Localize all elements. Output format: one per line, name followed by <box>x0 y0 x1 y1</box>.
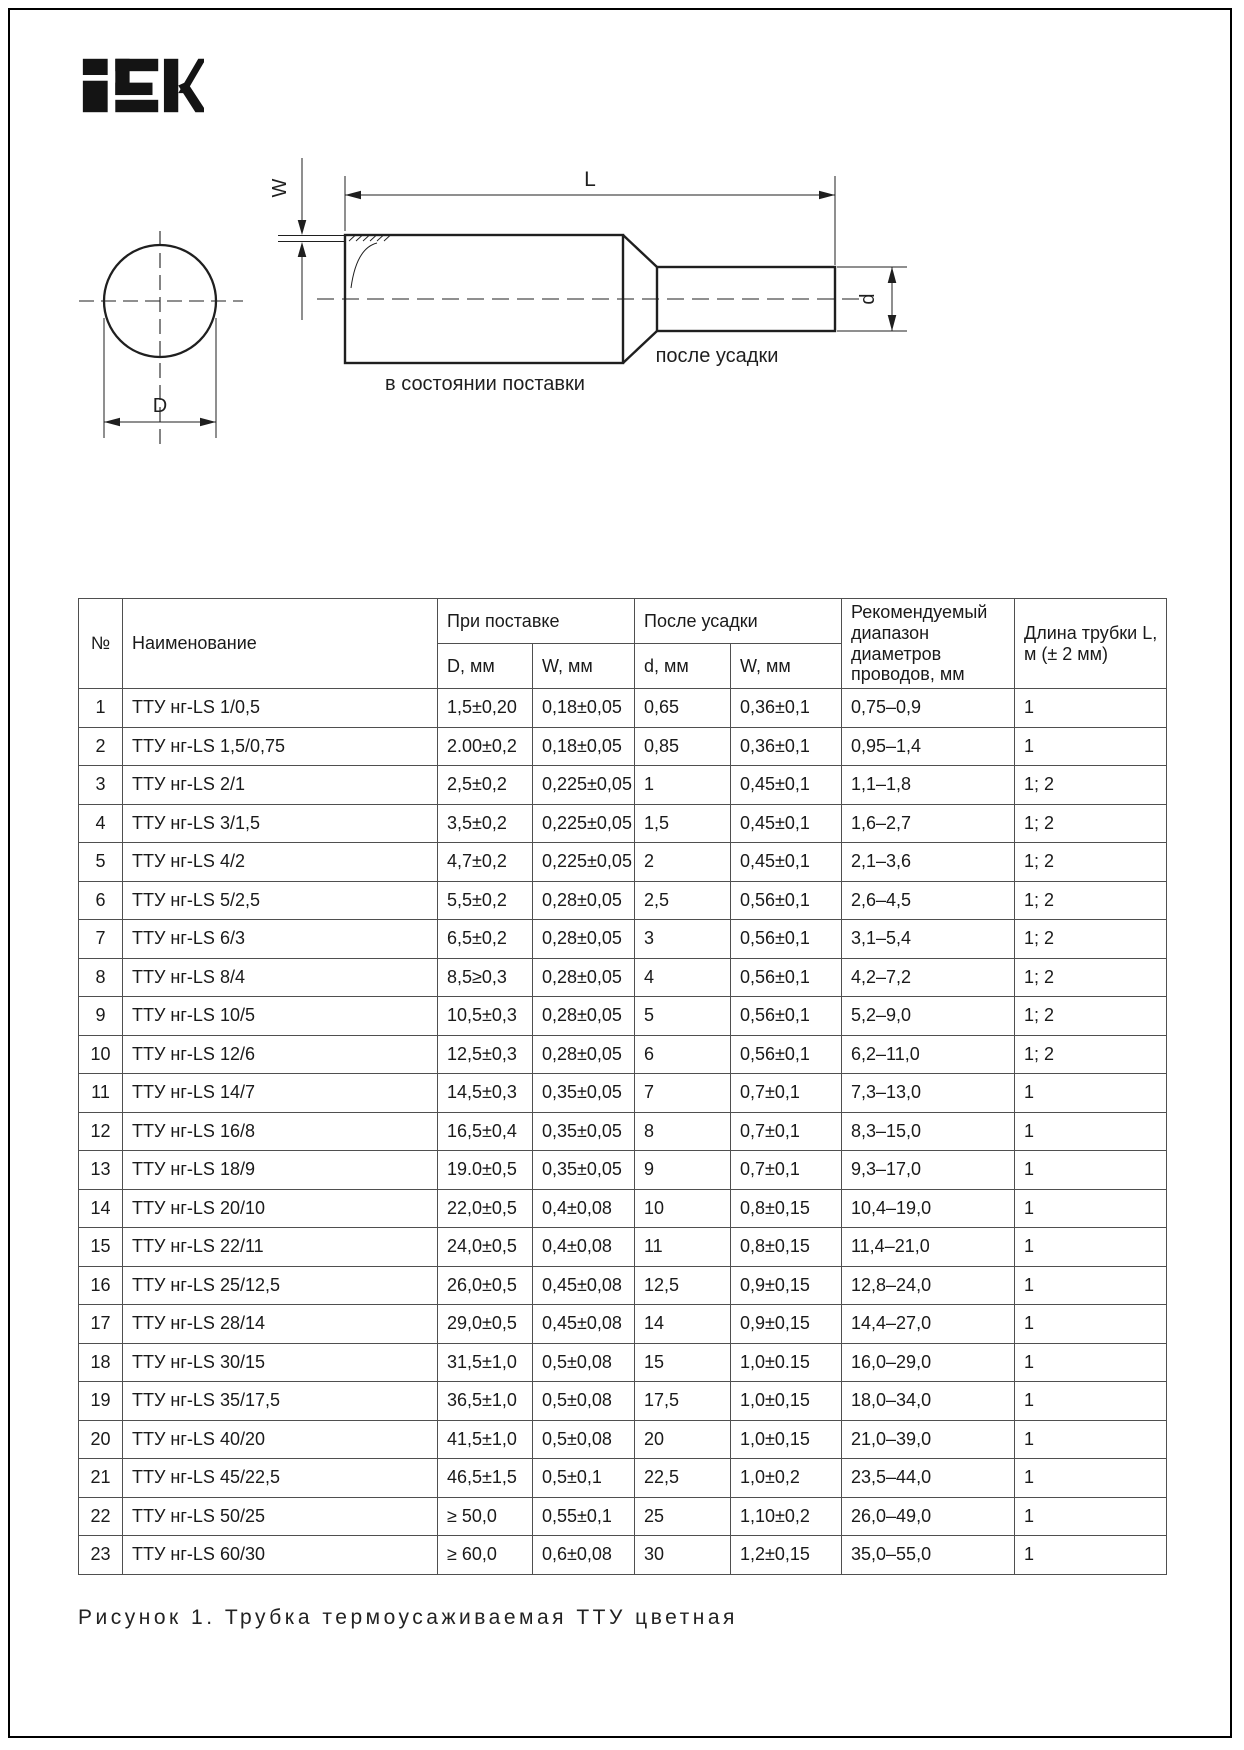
iek-logo-icon <box>80 57 204 114</box>
cell-num: 6 <box>79 881 123 920</box>
cell-num: 12 <box>79 1112 123 1151</box>
cell-d-supply: 3,5±0,2 <box>438 804 533 843</box>
cell-d-supply: 22,0±0,5 <box>438 1189 533 1228</box>
cell-w-after: 0,7±0,1 <box>731 1112 842 1151</box>
table-row <box>79 881 1167 920</box>
spec-table <box>78 598 1167 1575</box>
cell-wire-range: 2,6–4,5 <box>842 881 1015 920</box>
cell-wire-range: 7,3–13,0 <box>842 1074 1015 1113</box>
cell-name: ТТУ нг-LS 45/22,5 <box>123 1459 438 1498</box>
iek-logo <box>80 57 204 119</box>
label-W: W <box>269 178 291 198</box>
cell-num: 10 <box>79 1035 123 1074</box>
cell-d-after: 4 <box>635 958 731 997</box>
cell-w-supply: 0,4±0,08 <box>533 1189 635 1228</box>
table-row <box>79 1151 1167 1190</box>
cell-w-after: 0,56±0,1 <box>731 1035 842 1074</box>
cell-w-after: 0,56±0,1 <box>731 881 842 920</box>
cell-num: 3 <box>79 766 123 805</box>
cell-name: ТТУ нг-LS 6/3 <box>123 920 438 959</box>
cell-name: ТТУ нг-LS 16/8 <box>123 1112 438 1151</box>
cell-num: 17 <box>79 1305 123 1344</box>
cell-name: ТТУ нг-LS 1/0,5 <box>123 689 438 728</box>
cell-num: 5 <box>79 843 123 882</box>
cell-tube-length: 1 <box>1015 1459 1167 1498</box>
cell-d-supply: 36,5±1,0 <box>438 1382 533 1421</box>
header-name: Наименование <box>123 599 438 689</box>
cell-d-supply: 16,5±0,4 <box>438 1112 533 1151</box>
cell-d-supply: 14,5±0,3 <box>438 1074 533 1113</box>
cell-wire-range: 1,1–1,8 <box>842 766 1015 805</box>
cell-tube-length: 1; 2 <box>1015 958 1167 997</box>
cell-d-supply: ≥ 50,0 <box>438 1497 533 1536</box>
cell-w-supply: 0,18±0,05 <box>533 689 635 728</box>
table-row <box>79 727 1167 766</box>
cell-d-supply: 8,5≥0,3 <box>438 958 533 997</box>
cell-tube-length: 1; 2 <box>1015 804 1167 843</box>
cell-name: ТТУ нг-LS 40/20 <box>123 1420 438 1459</box>
cell-w-after: 1,10±0,2 <box>731 1497 842 1536</box>
cell-w-supply: 0,4±0,08 <box>533 1228 635 1267</box>
cell-tube-length: 1; 2 <box>1015 766 1167 805</box>
cell-w-supply: 0,18±0,05 <box>533 727 635 766</box>
cell-w-after: 1,0±0.15 <box>731 1343 842 1382</box>
cell-wire-range: 21,0–39,0 <box>842 1420 1015 1459</box>
cell-tube-length: 1 <box>1015 1343 1167 1382</box>
cell-d-supply: 24,0±0,5 <box>438 1228 533 1267</box>
table-row <box>79 804 1167 843</box>
cell-wire-range: 9,3–17,0 <box>842 1151 1015 1190</box>
cell-tube-length: 1 <box>1015 689 1167 728</box>
label-after-shrink: после усадки <box>655 345 779 367</box>
cell-wire-range: 14,4–27,0 <box>842 1305 1015 1344</box>
cell-w-supply: 0,28±0,05 <box>533 920 635 959</box>
header-after-group: После усадки <box>635 599 842 644</box>
cell-d-supply: ≥ 60,0 <box>438 1536 533 1575</box>
cell-tube-length: 1 <box>1015 1536 1167 1575</box>
cell-num: 21 <box>79 1459 123 1498</box>
cell-w-after: 0,7±0,1 <box>731 1074 842 1113</box>
cell-w-supply: 0,28±0,05 <box>533 958 635 997</box>
label-L: L <box>584 168 596 191</box>
cell-w-supply: 0,28±0,05 <box>533 997 635 1036</box>
cell-w-supply: 0,45±0,08 <box>533 1305 635 1344</box>
cell-w-after: 0,9±0,15 <box>731 1266 842 1305</box>
cell-w-after: 0,8±0,15 <box>731 1228 842 1267</box>
cell-name: ТТУ нг-LS 30/15 <box>123 1343 438 1382</box>
table-row <box>79 1112 1167 1151</box>
cell-wire-range: 11,4–21,0 <box>842 1228 1015 1267</box>
cell-d-after: 2,5 <box>635 881 731 920</box>
table-row <box>79 689 1167 728</box>
cell-w-supply: 0,5±0,1 <box>533 1459 635 1498</box>
cell-d-after: 20 <box>635 1420 731 1459</box>
header-num: № <box>79 599 123 689</box>
cell-num: 20 <box>79 1420 123 1459</box>
cell-w-after: 0,45±0,1 <box>731 843 842 882</box>
header-w-after: W, мм <box>731 644 842 689</box>
cell-num: 15 <box>79 1228 123 1267</box>
cell-d-after: 17,5 <box>635 1382 731 1421</box>
cell-wire-range: 2,1–3,6 <box>842 843 1015 882</box>
cell-d-supply: 10,5±0,3 <box>438 997 533 1036</box>
cell-name: ТТУ нг-LS 2/1 <box>123 766 438 805</box>
cell-tube-length: 1 <box>1015 1112 1167 1151</box>
cell-d-after: 10 <box>635 1189 731 1228</box>
cell-name: ТТУ нг-LS 18/9 <box>123 1151 438 1190</box>
cell-w-supply: 0,5±0,08 <box>533 1382 635 1421</box>
cell-d-after: 11 <box>635 1228 731 1267</box>
label-D: D <box>152 395 168 417</box>
table-row <box>79 1074 1167 1113</box>
cell-name: ТТУ нг-LS 8/4 <box>123 958 438 997</box>
cell-w-supply: 0,28±0,05 <box>533 881 635 920</box>
cell-name: ТТУ нг-LS 10/5 <box>123 997 438 1036</box>
cell-d-after: 6 <box>635 1035 731 1074</box>
cell-d-after: 1,5 <box>635 804 731 843</box>
cell-d-supply: 1,5±0,20 <box>438 689 533 728</box>
cell-num: 13 <box>79 1151 123 1190</box>
spec-table-header <box>79 599 1167 689</box>
header-tube-length: Длина трубки L, м (± 2 мм) <box>1015 599 1167 689</box>
cell-d-supply: 2,5±0,2 <box>438 766 533 805</box>
cell-w-supply: 0,225±0,05 <box>533 804 635 843</box>
cell-d-supply: 5,5±0,2 <box>438 881 533 920</box>
cell-w-supply: 0,225±0,05 <box>533 843 635 882</box>
cell-name: ТТУ нг-LS 3/1,5 <box>123 804 438 843</box>
cell-wire-range: 5,2–9,0 <box>842 997 1015 1036</box>
cell-d-after: 0,85 <box>635 727 731 766</box>
table-row <box>79 1228 1167 1267</box>
cell-w-supply: 0,5±0,08 <box>533 1420 635 1459</box>
cell-name: ТТУ нг-LS 50/25 <box>123 1497 438 1536</box>
table-row <box>79 1189 1167 1228</box>
cell-w-supply: 0,225±0,05 <box>533 766 635 805</box>
cell-w-after: 1,0±0,2 <box>731 1459 842 1498</box>
cell-d-after: 15 <box>635 1343 731 1382</box>
cell-name: ТТУ нг-LS 1,5/0,75 <box>123 727 438 766</box>
tube-diagram <box>65 148 945 466</box>
cell-w-supply: 0,45±0,08 <box>533 1266 635 1305</box>
cell-num: 1 <box>79 689 123 728</box>
table-row <box>79 958 1167 997</box>
cell-wire-range: 1,6–2,7 <box>842 804 1015 843</box>
cell-tube-length: 1 <box>1015 1266 1167 1305</box>
cell-w-supply: 0,55±0,1 <box>533 1497 635 1536</box>
figure-caption: Рисунок 1. Трубка термоусаживаемая ТТУ цветная <box>78 1606 738 1629</box>
cell-d-after: 3 <box>635 920 731 959</box>
cell-d-supply: 19.0±0,5 <box>438 1151 533 1190</box>
cell-w-after: 0,7±0,1 <box>731 1151 842 1190</box>
cell-d-after: 2 <box>635 843 731 882</box>
cell-w-supply: 0,5±0,08 <box>533 1343 635 1382</box>
cell-w-after: 1,0±0,15 <box>731 1382 842 1421</box>
cell-w-after: 0,56±0,1 <box>731 997 842 1036</box>
cell-wire-range: 12,8–24,0 <box>842 1266 1015 1305</box>
header-wire-range: Рекомендуемый диапазон диаметров проводов, мм <box>842 599 1015 689</box>
spec-table-body <box>79 689 1167 1575</box>
cell-wire-range: 0,95–1,4 <box>842 727 1015 766</box>
cell-tube-length: 1; 2 <box>1015 881 1167 920</box>
cell-name: ТТУ нг-LS 28/14 <box>123 1305 438 1344</box>
cell-w-supply: 0,28±0,05 <box>533 1035 635 1074</box>
cell-tube-length: 1 <box>1015 1189 1167 1228</box>
cell-d-after: 5 <box>635 997 731 1036</box>
table-row <box>79 1382 1167 1421</box>
cell-name: ТТУ нг-LS 14/7 <box>123 1074 438 1113</box>
table-row <box>79 766 1167 805</box>
cell-wire-range: 26,0–49,0 <box>842 1497 1015 1536</box>
cell-wire-range: 10,4–19,0 <box>842 1189 1015 1228</box>
cell-d-supply: 2.00±0,2 <box>438 727 533 766</box>
cell-num: 7 <box>79 920 123 959</box>
cell-w-supply: 0,35±0,05 <box>533 1112 635 1151</box>
cell-w-supply: 0,6±0,08 <box>533 1536 635 1575</box>
cell-tube-length: 1 <box>1015 1305 1167 1344</box>
table-row <box>79 1420 1167 1459</box>
cell-d-after: 22,5 <box>635 1459 731 1498</box>
cell-tube-length: 1; 2 <box>1015 1035 1167 1074</box>
cell-name: ТТУ нг-LS 12/6 <box>123 1035 438 1074</box>
cell-wire-range: 23,5–44,0 <box>842 1459 1015 1498</box>
cell-wire-range: 18,0–34,0 <box>842 1382 1015 1421</box>
cell-d-supply: 46,5±1,5 <box>438 1459 533 1498</box>
cell-num: 9 <box>79 997 123 1036</box>
table-row <box>79 1497 1167 1536</box>
cell-d-supply: 4,7±0,2 <box>438 843 533 882</box>
cell-w-after: 0,45±0,1 <box>731 804 842 843</box>
cell-d-supply: 29,0±0,5 <box>438 1305 533 1344</box>
cell-d-after: 7 <box>635 1074 731 1113</box>
cell-d-supply: 6,5±0,2 <box>438 920 533 959</box>
cell-tube-length: 1 <box>1015 1151 1167 1190</box>
cell-d-after: 0,65 <box>635 689 731 728</box>
header-supply-group: При поставке <box>438 599 635 644</box>
cell-d-after: 9 <box>635 1151 731 1190</box>
cell-num: 23 <box>79 1536 123 1575</box>
table-row <box>79 1536 1167 1575</box>
cell-d-supply: 31,5±1,0 <box>438 1343 533 1382</box>
label-d: d <box>857 293 879 305</box>
cell-num: 8 <box>79 958 123 997</box>
table-row <box>79 1035 1167 1074</box>
cell-tube-length: 1 <box>1015 1420 1167 1459</box>
cell-name: ТТУ нг-LS 20/10 <box>123 1189 438 1228</box>
cell-w-after: 0,45±0,1 <box>731 766 842 805</box>
header-w-supply: W, мм <box>533 644 635 689</box>
cell-num: 22 <box>79 1497 123 1536</box>
cell-w-supply: 0,35±0,05 <box>533 1074 635 1113</box>
cell-w-after: 1,2±0,15 <box>731 1536 842 1575</box>
cell-name: ТТУ нг-LS 22/11 <box>123 1228 438 1267</box>
cell-d-after: 30 <box>635 1536 731 1575</box>
cell-d-supply: 12,5±0,3 <box>438 1035 533 1074</box>
cell-w-after: 1,0±0,15 <box>731 1420 842 1459</box>
cell-num: 2 <box>79 727 123 766</box>
cell-num: 14 <box>79 1189 123 1228</box>
cell-d-supply: 26,0±0,5 <box>438 1266 533 1305</box>
cell-name: ТТУ нг-LS 4/2 <box>123 843 438 882</box>
cell-name: ТТУ нг-LS 60/30 <box>123 1536 438 1575</box>
cell-name: ТТУ нг-LS 25/12,5 <box>123 1266 438 1305</box>
cell-w-supply: 0,35±0,05 <box>533 1151 635 1190</box>
cell-num: 4 <box>79 804 123 843</box>
cell-tube-length: 1 <box>1015 1382 1167 1421</box>
technical-drawing <box>65 148 945 471</box>
cell-wire-range: 35,0–55,0 <box>842 1536 1015 1575</box>
cell-tube-length: 1; 2 <box>1015 997 1167 1036</box>
cell-tube-length: 1 <box>1015 1497 1167 1536</box>
cell-d-after: 1 <box>635 766 731 805</box>
cell-wire-range: 3,1–5,4 <box>842 920 1015 959</box>
table-row <box>79 1305 1167 1344</box>
cell-name: ТТУ нг-LS 35/17,5 <box>123 1382 438 1421</box>
table-row <box>79 920 1167 959</box>
header-d-after: d, мм <box>635 644 731 689</box>
cell-wire-range: 4,2–7,2 <box>842 958 1015 997</box>
cell-w-after: 0,56±0,1 <box>731 958 842 997</box>
cell-w-after: 0,36±0,1 <box>731 689 842 728</box>
cell-num: 11 <box>79 1074 123 1113</box>
cell-tube-length: 1 <box>1015 727 1167 766</box>
table-row <box>79 1343 1167 1382</box>
label-supplied-state: в состоянии поставки <box>385 373 585 395</box>
cell-w-after: 0,56±0,1 <box>731 920 842 959</box>
cell-tube-length: 1; 2 <box>1015 920 1167 959</box>
cell-w-after: 0,36±0,1 <box>731 727 842 766</box>
cell-tube-length: 1 <box>1015 1228 1167 1267</box>
table-row <box>79 843 1167 882</box>
cell-w-after: 0,9±0,15 <box>731 1305 842 1344</box>
cell-d-after: 8 <box>635 1112 731 1151</box>
cell-d-after: 14 <box>635 1305 731 1344</box>
cell-num: 16 <box>79 1266 123 1305</box>
cell-wire-range: 6,2–11,0 <box>842 1035 1015 1074</box>
cell-d-supply: 41,5±1,0 <box>438 1420 533 1459</box>
cell-tube-length: 1; 2 <box>1015 843 1167 882</box>
cell-wire-range: 8,3–15,0 <box>842 1112 1015 1151</box>
cell-wire-range: 0,75–0,9 <box>842 689 1015 728</box>
cell-wire-range: 16,0–29,0 <box>842 1343 1015 1382</box>
table-row <box>79 1266 1167 1305</box>
cell-name: ТТУ нг-LS 5/2,5 <box>123 881 438 920</box>
cell-w-after: 0,8±0,15 <box>731 1189 842 1228</box>
table-row <box>79 997 1167 1036</box>
cell-tube-length: 1 <box>1015 1074 1167 1113</box>
header-d-supply: D, мм <box>438 644 533 689</box>
cell-num: 18 <box>79 1343 123 1382</box>
cell-num: 19 <box>79 1382 123 1421</box>
cell-d-after: 25 <box>635 1497 731 1536</box>
table-row <box>79 1459 1167 1498</box>
cell-d-after: 12,5 <box>635 1266 731 1305</box>
